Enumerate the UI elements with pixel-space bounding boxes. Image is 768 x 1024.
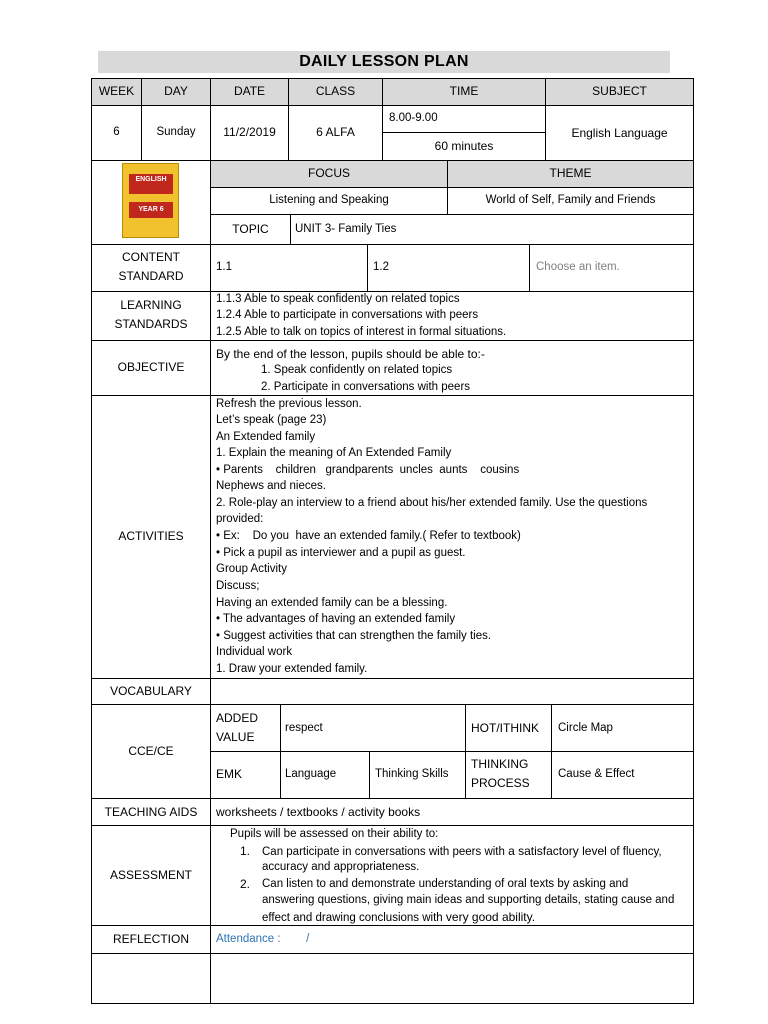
emk-value-1: Language xyxy=(285,768,337,780)
emk-label: EMK xyxy=(216,767,243,781)
activity-line: 2. Role-play an interview to a friend about his/her extended family. Use the questions xyxy=(216,497,648,509)
content-standard-dropdown[interactable]: Choose an item. xyxy=(536,261,620,273)
hot-label: HOT/ITHINK xyxy=(471,721,539,735)
assessment-label: ASSESSMENT xyxy=(109,868,193,882)
activity-line: provided: xyxy=(216,513,264,525)
page-title: DAILY LESSON PLAN xyxy=(98,51,670,73)
subject-label: SUBJECT xyxy=(592,84,647,98)
learning-standard-item: 1.2.4 Able to participate in conversations with peers xyxy=(216,309,479,321)
hot-value: Circle Map xyxy=(558,722,613,734)
topic-value: UNIT 3- Family Ties xyxy=(295,223,397,235)
learning-standard-item: 1.2.5 Able to talk on topics of interest in formal situations. xyxy=(216,326,507,338)
activity-line: • Pick a pupil as interviewer and a pupil as guest. xyxy=(216,547,466,559)
activity-line: 1. Draw your extended family. xyxy=(216,663,368,675)
content-standard-1: 1.1 xyxy=(216,261,232,273)
logo-text-1: ENGLISH xyxy=(135,176,167,183)
attendance-field[interactable]: Attendance : / xyxy=(216,933,310,945)
activity-line: 1. Explain the meaning of An Extended Family xyxy=(216,447,452,459)
thinking-process-value: Cause & Effect xyxy=(558,768,635,780)
activity-line: Refresh the previous lesson. xyxy=(216,398,362,410)
teaching-aids-label: TEACHING AIDS xyxy=(104,805,198,819)
activity-line: Group Activity xyxy=(216,563,287,575)
assessment-item-number: 2. xyxy=(240,877,251,891)
activity-line: • Ex: Do you have an extended family.( Refer to textbook) xyxy=(216,530,521,542)
learning-standards-label-1: LEARNING xyxy=(120,298,182,312)
theme-label: THEME xyxy=(549,166,592,180)
assessment-item-2-text: effect and drawing conclusions with xyxy=(262,912,446,924)
objective-intro: By the end of the lesson, pupils should be able to:- xyxy=(216,347,485,361)
activity-line: Discuss; xyxy=(216,580,260,592)
assessment-item-2-emphasis: very good ability. xyxy=(445,910,536,924)
activities-label: ACTIVITIES xyxy=(118,529,184,543)
activity-line: An Extended family xyxy=(216,431,316,443)
content-standard-2: 1.2 xyxy=(373,261,389,273)
assessment-item-2-cont: answering questions, giving main ideas and supporting details, stating cause and xyxy=(262,894,675,906)
time-value: 8.00-9.00 xyxy=(389,112,438,124)
activity-line: Let’s speak (page 23) xyxy=(216,414,327,426)
assessment-item-1-text: Can participate in conversations with peers with xyxy=(262,846,509,858)
added-value: respect xyxy=(285,722,323,734)
reflection-label: REFLECTION xyxy=(112,932,189,946)
week-value: 6 xyxy=(113,126,120,138)
assessment-item-1 xyxy=(262,843,662,860)
objective-item: 2. Participate in conversations with peers xyxy=(261,381,471,393)
focus-label: FOCUS xyxy=(308,166,350,180)
assessment-item-2-end xyxy=(262,909,535,926)
focus-value: Listening and Speaking xyxy=(269,194,389,206)
activity-line: Nephews and nieces. xyxy=(216,480,326,492)
content-standard-label-2: STANDARD xyxy=(118,269,184,283)
logo-text-2: YEAR 6 xyxy=(138,206,164,213)
added-value-label-1: ADDED xyxy=(216,711,259,725)
assessment-item-1-emphasis: a satisfactory level xyxy=(508,844,607,858)
class-value: 6 ALFA xyxy=(316,125,355,139)
objective-label: OBJECTIVE xyxy=(117,360,185,374)
assessment-item-2: Can listen to and demonstrate understanding of oral texts by asking and xyxy=(262,878,629,890)
activity-line: Individual work xyxy=(216,646,293,658)
subject-value: English Language xyxy=(571,126,668,140)
assessment-item-number: 1. xyxy=(240,844,251,858)
activity-line: Having an extended family can be a blessing. xyxy=(216,597,448,609)
vocabulary-label: VOCABULARY xyxy=(110,684,192,698)
duration-value: 60 minutes xyxy=(434,139,494,153)
thinking-process-label-1: THINKING xyxy=(471,757,529,771)
objective-item: 1. Speak confidently on related topics xyxy=(261,364,453,376)
learning-standards-label-2: STANDARDS xyxy=(114,317,188,331)
date-label: DATE xyxy=(233,84,266,98)
assessment-item-1-tail: of fluency, xyxy=(606,846,662,858)
emk-value-2: Thinking Skills xyxy=(375,768,449,780)
topic-label: TOPIC xyxy=(232,222,269,236)
content-standard-label-1: CONTENT xyxy=(122,250,180,264)
activity-line: • Suggest activities that can strengthen the family ties. xyxy=(216,630,492,642)
date-value: 11/2/2019 xyxy=(223,125,276,139)
day-value: Sunday xyxy=(156,126,196,138)
day-label: DAY xyxy=(164,84,188,98)
textbook-cover-image xyxy=(122,163,179,238)
thinking-process-label-2: PROCESS xyxy=(471,776,530,790)
theme-value: World of Self, Family and Friends xyxy=(485,194,656,206)
time-label: TIME xyxy=(449,84,479,98)
learning-standard-item: 1.1.3 Able to speak confidently on related topics xyxy=(216,293,460,305)
assessment-intro: Pupils will be assessed on their ability to: xyxy=(230,828,439,840)
cce-label: CCE/CE xyxy=(128,744,174,758)
week-label: WEEK xyxy=(98,84,135,98)
activity-line: • The advantages of having an extended family xyxy=(216,613,456,625)
assessment-item-1-cont: accuracy and appropriateness. xyxy=(262,861,420,873)
added-value-label-2: VALUE xyxy=(216,730,255,744)
activity-line: • Parents children grandparents uncles aunts cousins xyxy=(216,464,520,476)
class-label: CLASS xyxy=(315,84,356,98)
teaching-aids-value: worksheets / textbooks / activity books xyxy=(216,805,421,819)
